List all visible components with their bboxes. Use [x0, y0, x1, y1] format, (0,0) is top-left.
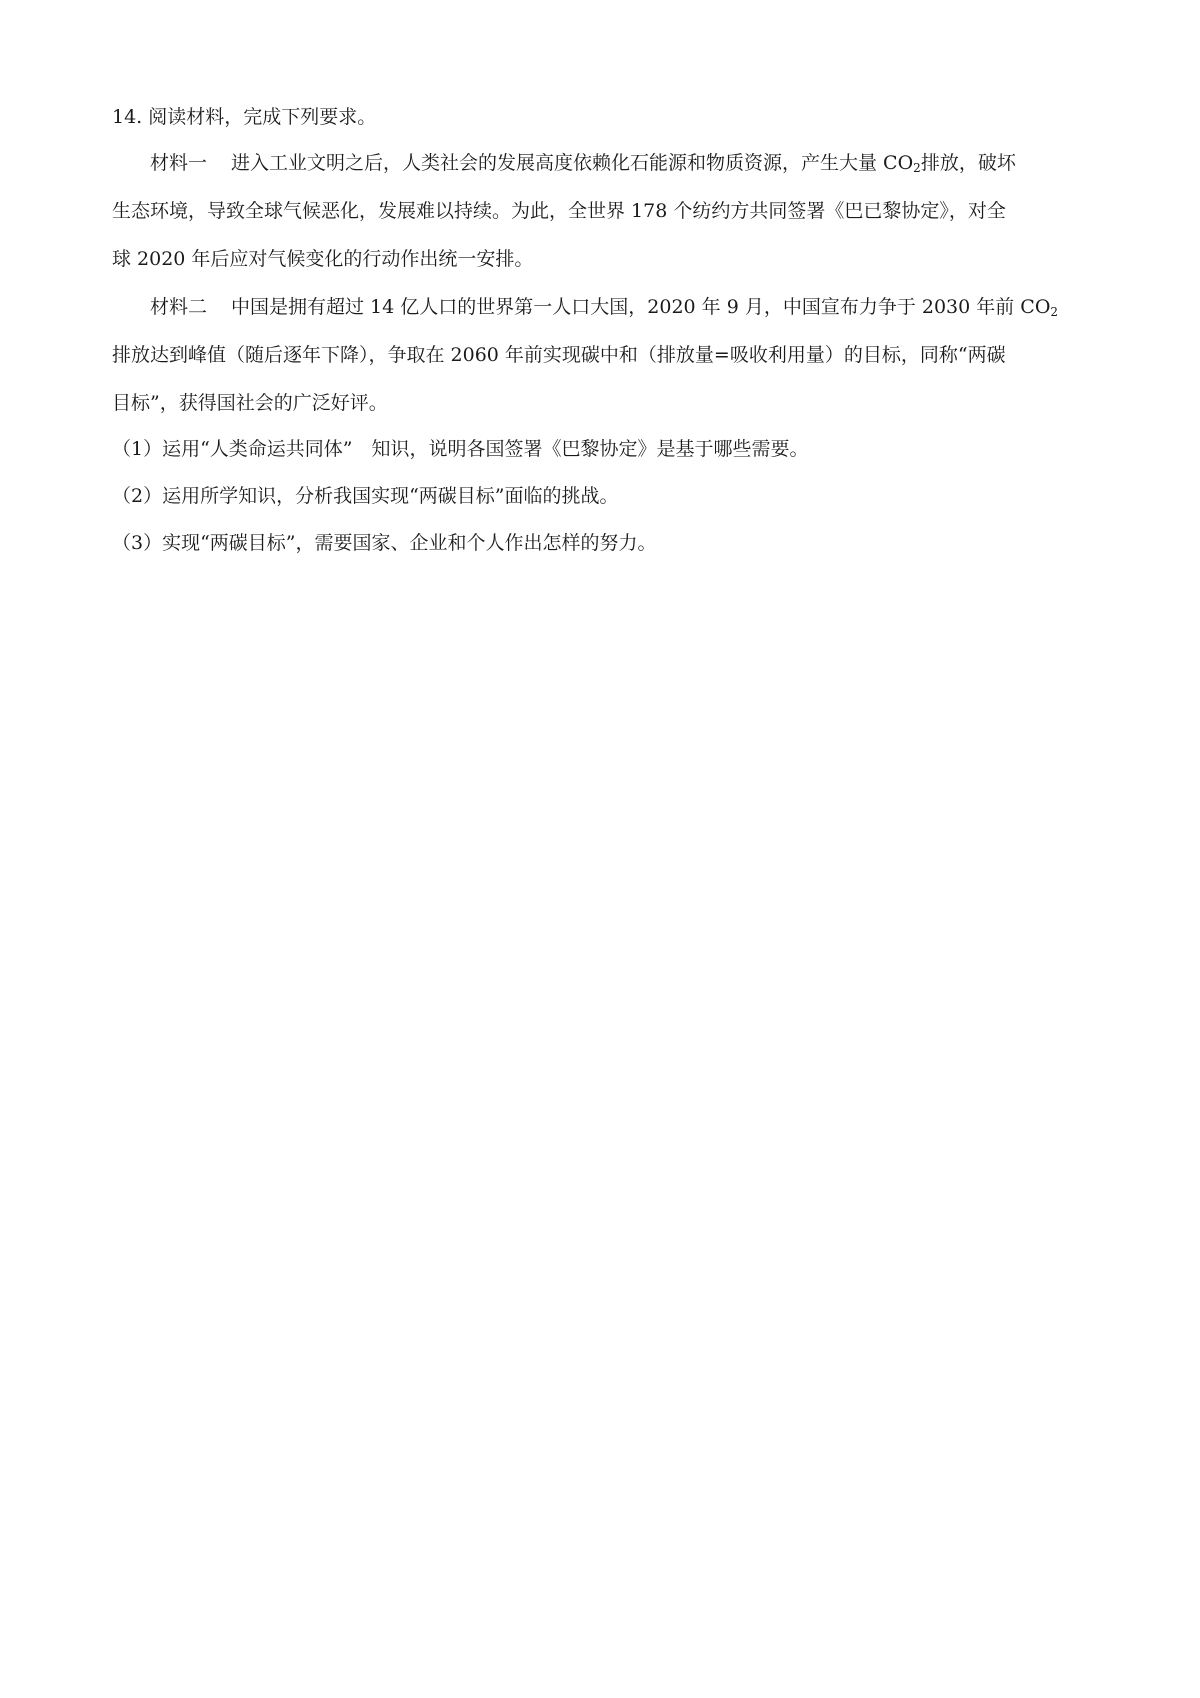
material1-line1	[150, 150, 1093, 176]
material1-text-a: 进入工业文明之后，人类社会的发展高度依赖化石能源和物质资源，产生大量 CO	[231, 152, 914, 174]
material2-line2: 排放达到峰值（随后逐年下降），争取在 2060 年前实现碳中和（排放量=吸收利用量）的目标，同称“两碳	[112, 344, 1006, 366]
material2-line1	[150, 294, 1058, 320]
sub-question-1: （1）运用“人类命运共同体” 知识，说明各国签署《巴黎协定》是基于哪些需要。	[112, 438, 809, 460]
material1-label: 材料一	[150, 152, 208, 174]
sub-question-2: （2）运用所学知识，分析我国实现“两碳目标”面临的挑战。	[112, 485, 619, 507]
material1-line3: 球 2020 年后应对气候变化的行动作出统一安排。	[112, 248, 534, 270]
question-header: 14. 阅读材料，完成下列要求。	[112, 106, 377, 128]
material1-text-b: 排放，破坏	[920, 152, 1016, 174]
material2-text-a: 中国是拥有超过 14 亿人口的世界第一人口大国，2020 年 9 月，中国宣布力争于 2030 年前 CO	[231, 296, 1051, 318]
material2-line3: 目标”，获得国社会的广泛好评。	[112, 392, 388, 414]
sub-question-3: （3）实现“两碳目标”，需要国家、企业和个人作出怎样的努力。	[112, 532, 657, 554]
material1-subscript: 2	[913, 161, 921, 175]
material1-line2: 生态环境，导致全球气候恶化，发展难以持续。为此，全世界 178 个纺约方共同签署《巴已黎协定》，对全	[112, 200, 1006, 222]
material2-label: 材料二	[150, 296, 208, 318]
material2-subscript: 2	[1050, 305, 1059, 319]
